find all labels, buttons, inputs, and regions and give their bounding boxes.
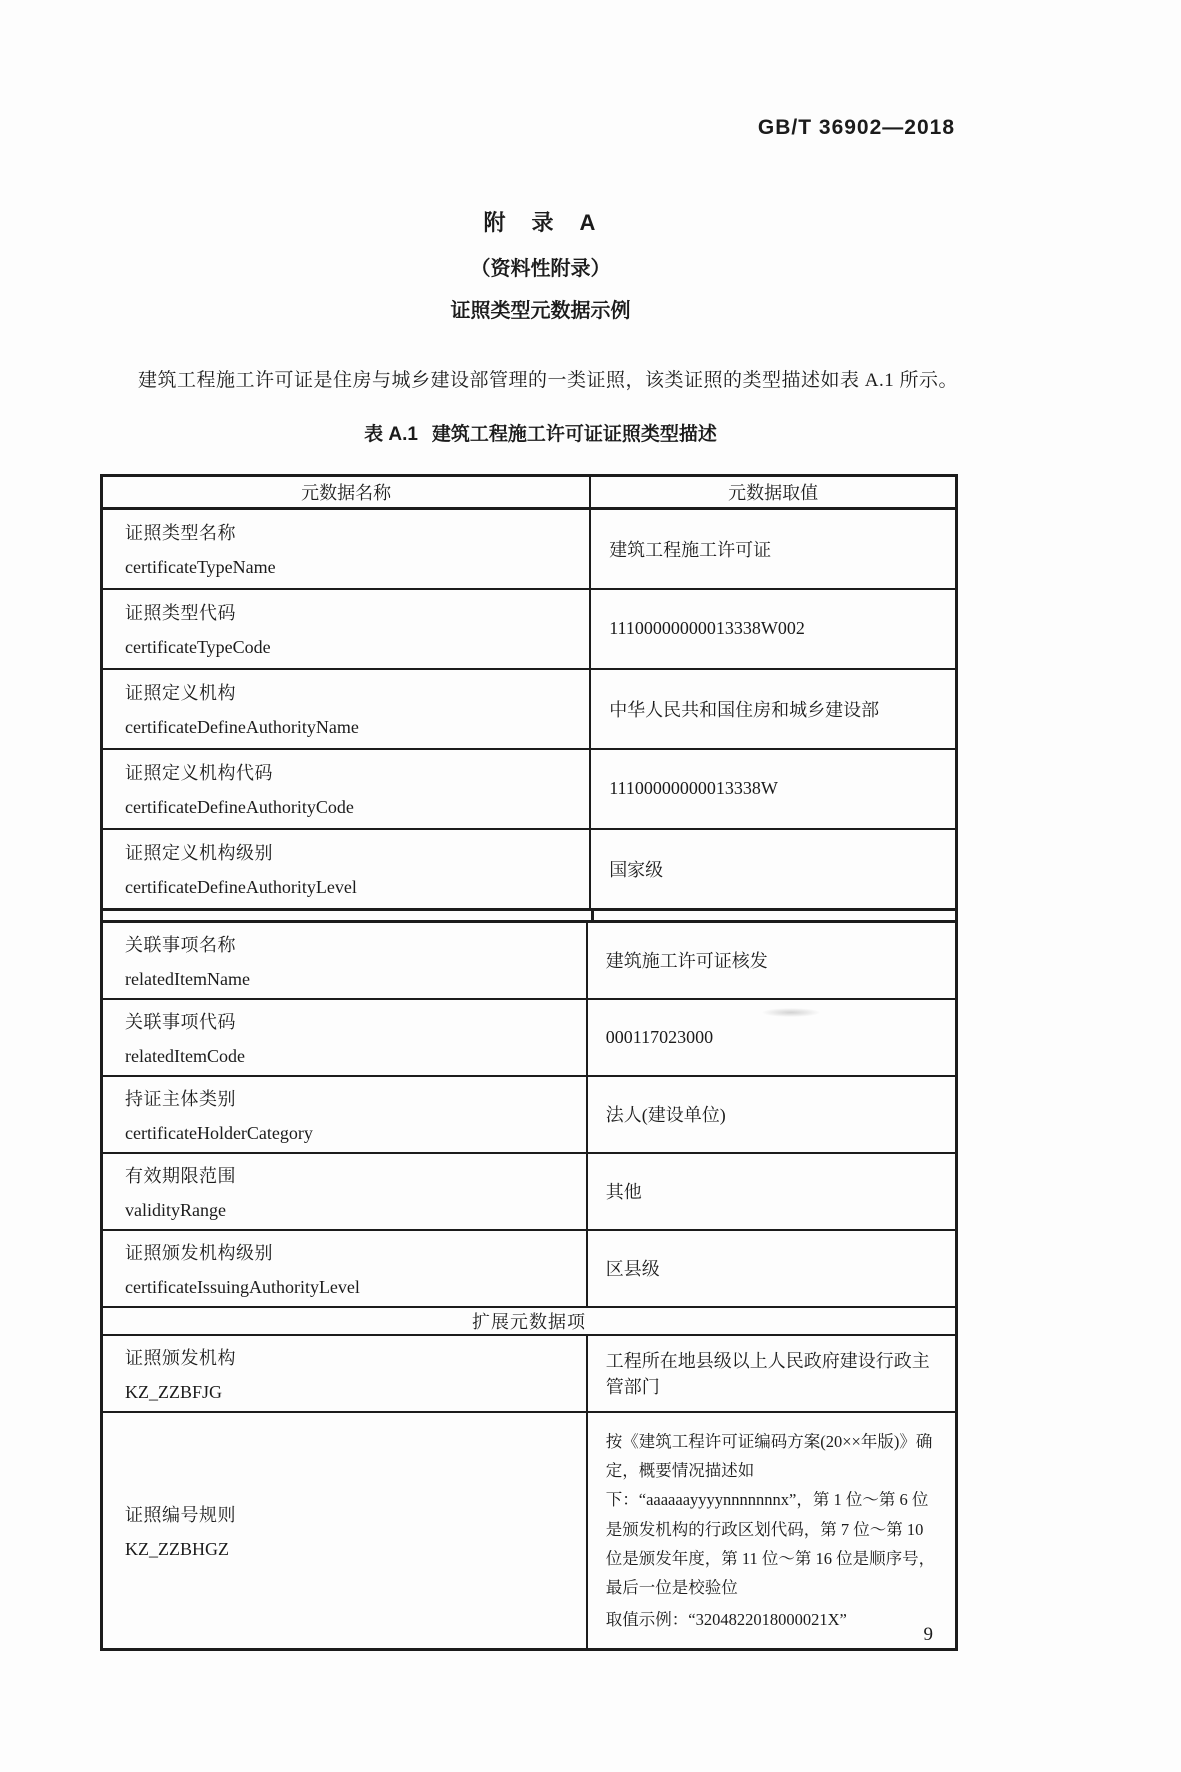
table-caption-title: 建筑工程施工许可证证照类型描述: [431, 423, 717, 445]
field-code: KZ_ZZBFJG: [125, 1381, 223, 1402]
field-name: 证照定义机构: [125, 683, 236, 704]
field-code: certificateDefineAuthorityCode: [125, 797, 354, 818]
field-name: 证照编号规则: [125, 1504, 236, 1525]
table-break: [100, 911, 958, 920]
field-code: certificateHolderCategory: [125, 1122, 313, 1143]
col-header-value: 元数据取值: [590, 475, 956, 508]
table-caption-label: 表 A.1: [364, 423, 418, 445]
field-value: 11100000000013338W002: [590, 589, 956, 669]
field-code: certificateIssuingAuthorityLevel: [125, 1276, 360, 1297]
table-row: [102, 589, 957, 669]
field-value: 建筑施工许可证核发: [587, 921, 957, 999]
field-value: 000117023000: [587, 999, 957, 1076]
field-name: 关联事项名称: [125, 934, 236, 955]
table-header-row: [102, 475, 957, 508]
field-value: 11100000000013338W: [590, 749, 956, 829]
table-row: [102, 1076, 957, 1153]
table-row: [102, 921, 957, 999]
table-row: [102, 1412, 957, 1650]
field-name: 持证主体类别: [125, 1088, 236, 1109]
content-area: [100, 0, 981, 1651]
table-break-tick-middle: [591, 910, 594, 921]
col-header-name: 元数据名称: [102, 475, 591, 508]
metadata-table-upper: [100, 474, 958, 911]
field-value: 工程所在地县级以上人民政府建设行政主管部门: [587, 1335, 957, 1412]
field-name: 证照颁发机构: [125, 1347, 236, 1368]
field-value: 按《建筑工程许可证编码方案(20××年版)》确定，概要情况描述如下：“aaaaaayyyynnnnnnnx”，第 1 位～第 6 位是颁发机构的行政区划代码，第 7 位～第 10 位是颁发年度，第 11 位～第 16 位是顺序号，最后一位是校验位: [605, 1431, 936, 1598]
table-row: [102, 999, 957, 1076]
table-break-tick-left: [100, 910, 103, 921]
table-row: [102, 829, 957, 910]
appendix-title: 附 录 A: [483, 210, 598, 235]
field-value-example: 取值示例：“3204822018000021X”: [605, 1609, 847, 1629]
field-value: 法人(建设单位): [587, 1076, 957, 1153]
field-name: 证照定义机构级别: [125, 843, 273, 864]
table-row: [102, 749, 957, 829]
table-break-tick-right: [955, 910, 958, 921]
field-value: 其他: [587, 1153, 957, 1230]
field-code: KZ_ZZBHGZ: [125, 1538, 229, 1559]
field-value: 中华人民共和国住房和城乡建设部: [590, 669, 956, 749]
field-name: 证照类型名称: [125, 523, 236, 544]
table-row: [102, 508, 957, 589]
table-caption: [100, 419, 981, 446]
table-row: [102, 669, 957, 749]
field-name: 证照颁发机构级别: [125, 1242, 273, 1263]
field-code: relatedItemCode: [125, 1045, 245, 1066]
table-row: [102, 1230, 957, 1307]
field-code: relatedItemName: [125, 968, 250, 989]
field-name: 关联事项代码: [125, 1011, 236, 1032]
field-code: certificateTypeCode: [125, 637, 271, 658]
page-number: 9: [923, 1624, 933, 1645]
field-code: certificateDefineAuthorityLevel: [125, 877, 357, 898]
section-divider: 扩展元数据项: [102, 1307, 957, 1335]
field-value: 建筑工程施工许可证: [590, 508, 956, 589]
table-row: [102, 1153, 957, 1230]
metadata-table-lower: [100, 920, 958, 1652]
standard-number: GB/T 36902—2018: [757, 116, 955, 139]
field-name: 证照类型代码: [125, 603, 236, 624]
field-code: certificateDefineAuthorityName: [125, 717, 359, 738]
appendix-subtitle: （资料性附录）: [470, 258, 611, 280]
intro-paragraph: 建筑工程施工许可证是住房与城乡建设部管理的一类证照，该类证照的类型描述如表 A.1 所示。: [138, 370, 958, 391]
scan-artifact: [762, 1008, 820, 1017]
section-divider-row: [102, 1307, 957, 1335]
appendix-heading: 证照类型元数据示例: [450, 300, 631, 322]
field-code: certificateTypeName: [125, 557, 276, 578]
field-value: 国家级: [590, 829, 956, 910]
field-code: validityRange: [125, 1199, 226, 1220]
field-value: 区县级: [587, 1230, 957, 1307]
field-name: 证照定义机构代码: [125, 763, 273, 784]
field-name: 有效期限范围: [125, 1165, 236, 1186]
table-row: [102, 1335, 957, 1412]
